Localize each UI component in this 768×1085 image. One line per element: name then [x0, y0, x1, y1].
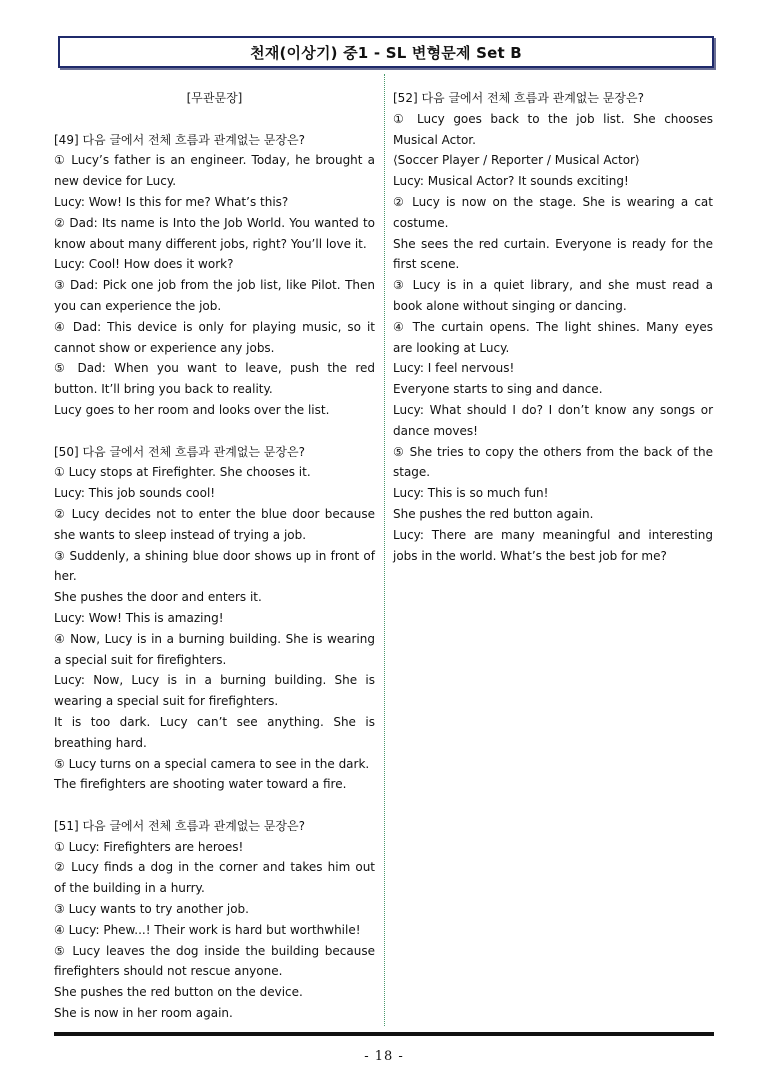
footer-rule: [54, 1032, 714, 1036]
question-50: [54, 442, 375, 796]
question-prompt: [50] 다음 글에서 전체 흐름과 관계없는 문장은?: [54, 444, 305, 459]
text-line: Lucy: Wow! This is amazing!: [54, 610, 224, 625]
text-line: ① Lucy goes back to the job list. She chooses Musical Actor.: [393, 111, 713, 147]
text-line: The firefighters are shooting water toward a fire.: [54, 777, 347, 792]
text-line: She is now in her room again.: [54, 1006, 233, 1021]
text-line: Lucy: This is so much fun!: [393, 486, 549, 501]
text-line: ① Lucy: Firefighters are heroes!: [54, 839, 244, 854]
text-line: ⑤ Lucy turns on a special camera to see in the dark.: [54, 756, 370, 771]
text-line: It is too dark. Lucy can’t see anything. She is breathing hard.: [54, 714, 375, 750]
text-line: Lucy: What should I do? I don’t know any songs or dance moves!: [393, 402, 713, 438]
text-line: Lucy: There are many meaningful and interesting jobs in the world. What’s the best job for me?: [393, 527, 713, 563]
text-line: Lucy: Cool! How does it work?: [54, 257, 234, 272]
text-line: She sees the red curtain. Everyone is ready for the first scene.: [393, 236, 713, 272]
text-line: ② Lucy decides not to enter the blue door because she wants to sleep instead of trying a job.: [54, 506, 375, 542]
text-line: ④ Now, Lucy is in a burning building. She is wearing a special suit for firefighters.: [54, 631, 375, 667]
left-column: [54, 88, 375, 1024]
text-line: ② Dad: Its name is Into the Job World. You wanted to know about many different jobs, right? You’ll love it.: [54, 215, 375, 251]
text-line: Lucy: Musical Actor? It sounds exciting!: [393, 174, 629, 189]
header-title-box: [58, 36, 714, 68]
text-line: ⑤ Lucy leaves the dog inside the building because firefighters should not rescue anyone.: [54, 943, 375, 979]
text-line: ① Lucy’s father is an engineer. Today, he brought a new device for Lucy.: [54, 153, 375, 189]
text-line: ④ Dad: This device is only for playing music, so it cannot show or experience any jobs.: [54, 319, 375, 355]
section-label: [무관문장]: [186, 91, 243, 105]
text-line: ① Lucy stops at Firefighter. She chooses it.: [54, 465, 311, 480]
text-line: Everyone starts to sing and dance.: [393, 382, 603, 397]
question-prompt: [52] 다음 글에서 전체 흐름과 관계없는 문장은?: [393, 91, 644, 105]
text-line: Lucy: I feel nervous!: [393, 361, 515, 376]
question-prompt: [49] 다음 글에서 전체 흐름과 관계없는 문장은?: [54, 132, 305, 147]
text-line: ③ Suddenly, a shining blue door shows up in front of her.: [54, 548, 375, 584]
question-prompt: [51] 다음 글에서 전체 흐름과 관계없는 문장은?: [54, 818, 305, 833]
question-52: [393, 88, 713, 566]
text-line: ③ Lucy is in a quiet library, and she must read a book alone without singing or dancing.: [393, 278, 713, 313]
right-column: [393, 88, 713, 566]
text-line: ⑤ She tries to copy the others from the back of the stage.: [393, 444, 713, 480]
text-line: ⑤ Dad: When you want to leave, push the red button. It’ll bring you back to reality.: [54, 361, 375, 397]
column-divider: [384, 74, 385, 1026]
text-line: ③ Lucy wants to try another job.: [54, 902, 249, 917]
page-number: - 18 -: [364, 1049, 404, 1064]
text-line: ② Lucy finds a dog in the corner and takes him out of the building in a hurry.: [54, 860, 375, 896]
text-line: Lucy: Wow! Is this for me? What’s this?: [54, 194, 289, 209]
text-line: ③ Dad: Pick one job from the job list, like Pilot. Then you can experience the job.: [54, 278, 375, 313]
text-line: She pushes the red button on the device.: [54, 985, 303, 1000]
text-line: She pushes the door and enters it.: [54, 590, 262, 605]
text-line: Lucy: Now, Lucy is in a burning building. She is wearing a special suit for firefighters.: [54, 673, 375, 709]
page-title: 천재(이상기) 중1 - SL 변형문제 Set B: [250, 43, 522, 62]
text-line: ④ Lucy: Phew...! Their work is hard but worthwhile!: [54, 922, 361, 937]
text-line: Lucy goes to her room and looks over the list.: [54, 402, 330, 417]
text-line: ⟨Soccer Player / Reporter / Musical Actor⟩: [393, 153, 640, 168]
text-line: She pushes the red button again.: [393, 506, 594, 521]
question-51: [54, 816, 375, 1024]
text-line: ② Lucy is now on the stage. She is wearing a cat costume.: [393, 194, 713, 230]
question-49: [54, 130, 375, 421]
text-line: Lucy: This job sounds cool!: [54, 486, 216, 501]
text-line: ④ The curtain opens. The light shines. Many eyes are looking at Lucy.: [393, 319, 713, 355]
